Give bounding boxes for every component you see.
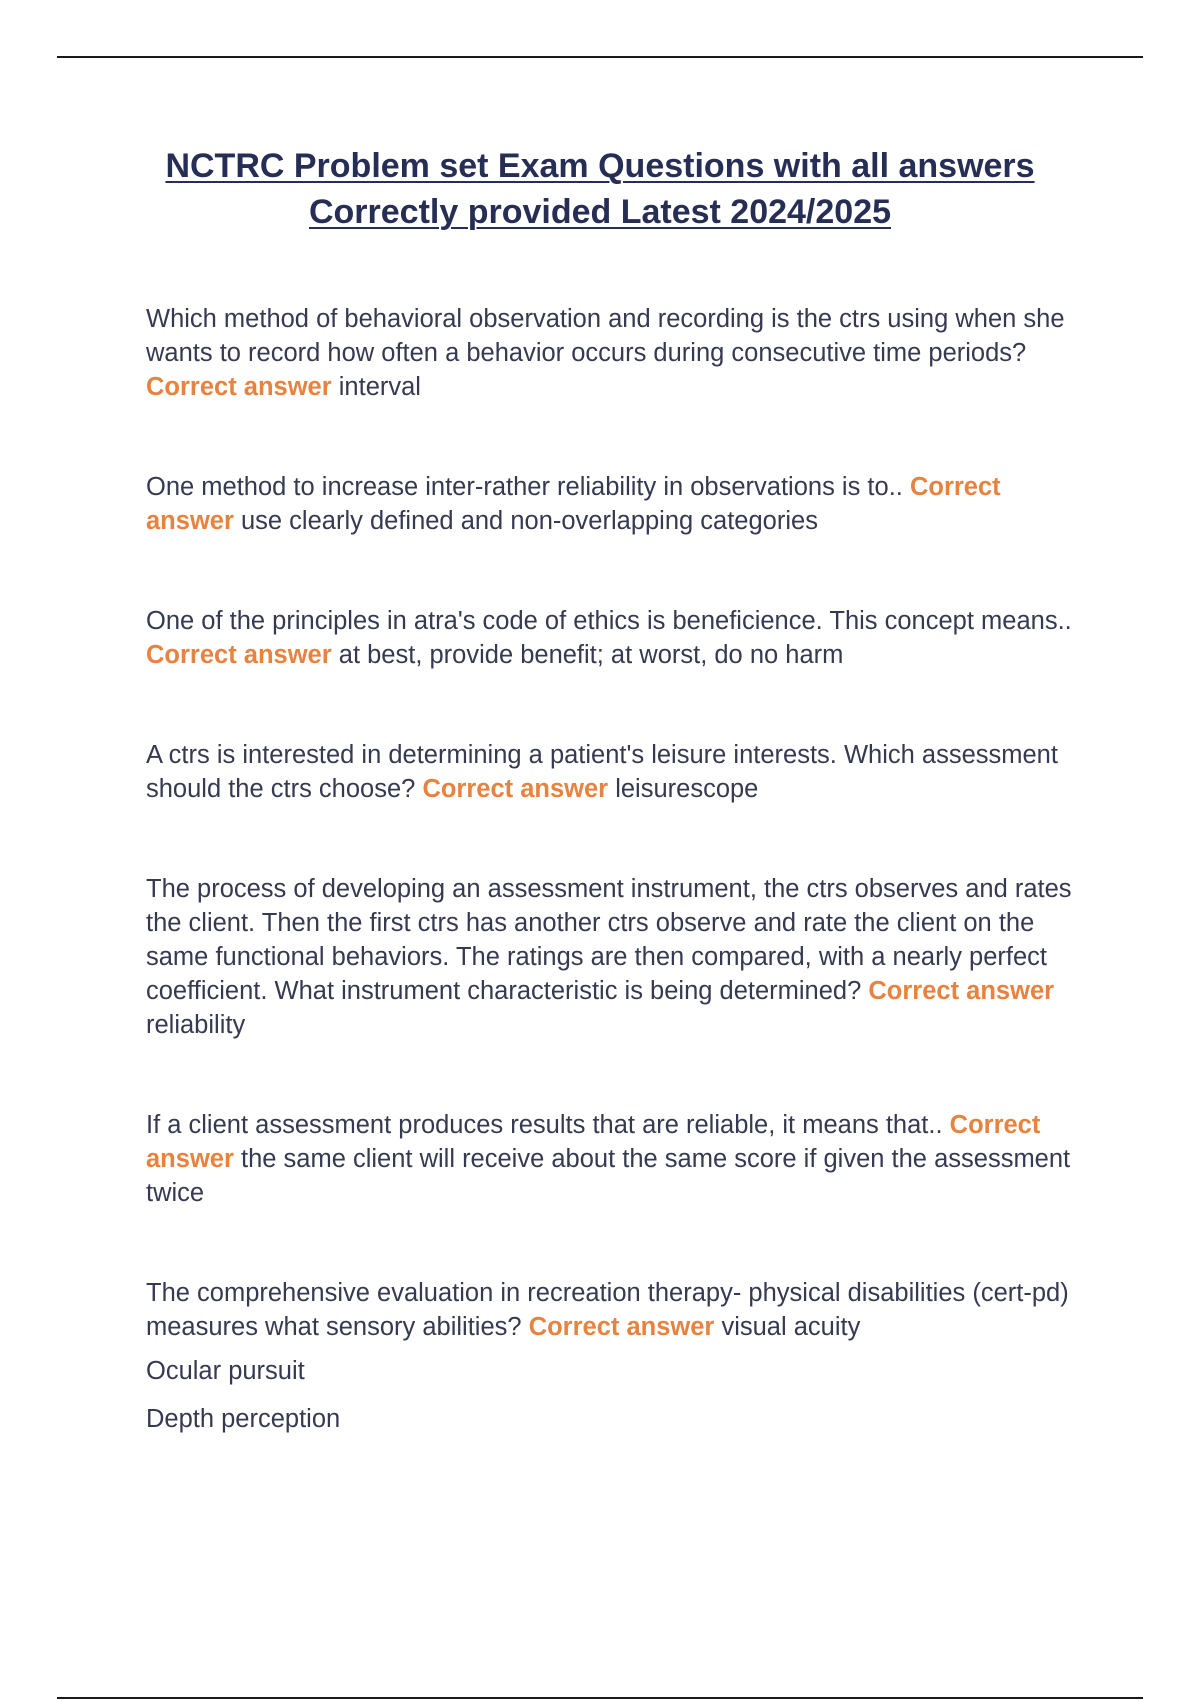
title-line-2: Correctly provided Latest 2024/2025 [308,193,892,231]
extra-answer-list [146,1354,1092,1436]
answer-text: reliability [146,1011,246,1039]
qa-item-1 [146,302,1092,404]
correct-answer-label: Correct answer [528,1313,715,1341]
title-line-1: NCTRC Problem set Exam Questions with all answers [165,147,1035,185]
correct-answer-label: Correct answer [146,1111,1041,1173]
qa-item-2 [146,470,1092,538]
document-title [100,143,1100,235]
question-text: A ctrs is interested in determining a patient's leisure interests. Which assessment should the ctrs choose? [146,741,1058,803]
answer-text: at best, provide benefit; at worst, do no harm [338,641,844,669]
answer-text: leisurescope [615,775,759,803]
correct-answer-label: Correct answer [422,775,609,803]
top-rule [57,56,1143,58]
answer-text: interval [338,373,421,401]
question-text: Which method of behavioral observation and recording is the ctrs using when she wants to record how often a behavior occurs during consecutive time periods? [146,305,1065,367]
question-text: If a client assessment produces results that are reliable, it means that.. [146,1111,943,1139]
qa-item-5 [146,872,1092,1042]
extra-answer-line: Ocular pursuit [146,1357,305,1385]
correct-answer-label: Correct answer [868,977,1055,1005]
qa-item-7 [146,1276,1092,1344]
question-text: One method to increase inter-rather reliability in observations is to.. [146,473,903,501]
question-text: The comprehensive evaluation in recreation therapy- physical disabilities (cert-pd) measures what sensory abilities? [146,1279,1069,1341]
correct-answer-label: Correct answer [146,641,332,669]
correct-answer-label: Correct answer [146,373,332,401]
answer-text: use clearly defined and non-overlapping categories [240,507,818,535]
qa-item-3 [146,604,1092,672]
qa-list [146,302,1092,1436]
qa-item-4 [146,738,1092,806]
extra-answer-line: Depth perception [146,1405,341,1433]
qa-item-6 [146,1108,1092,1210]
correct-answer-label: Correct answer [146,473,1001,535]
answer-text: visual acuity [721,1313,861,1341]
question-text: The process of developing an assessment instrument, the ctrs observes and rates the client. Then the first ctrs has another ctrs observe and rate the client on the same functional behaviors. The ratings are then compared, with a nearly perfect coefficient. What instrument characteristic is being determined? [146,875,1072,1005]
answer-text: the same client will receive about the same score if given the assessment twice [146,1145,1071,1207]
question-text: One of the principles in atra's code of ethics is beneficience. This concept means.. [146,607,1072,635]
bottom-rule [57,1697,1143,1699]
